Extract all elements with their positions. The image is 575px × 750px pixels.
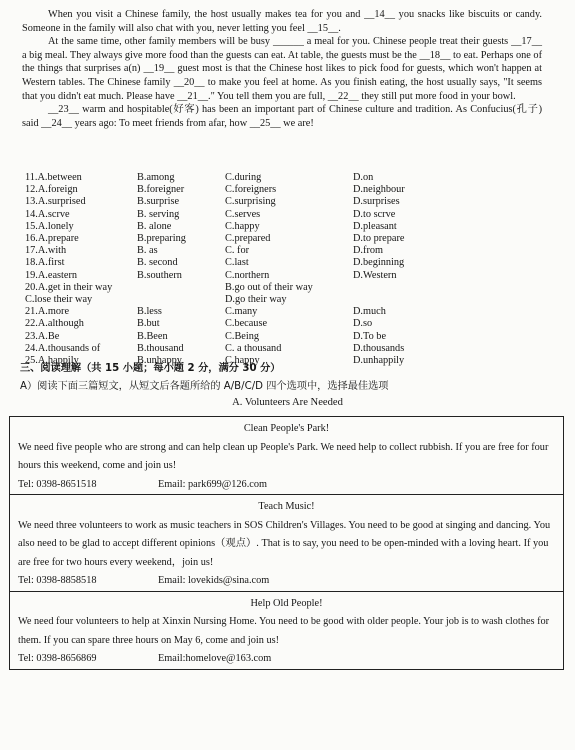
ad-title: Clean People's Park! (243, 423, 330, 434)
section-title: 三、阅读理解（共 15 小题；每小题 2 分，满分 30 分） (20, 363, 281, 374)
cloze-passage (22, 8, 542, 130)
ad-body: We need five people who are strong and can help clean up People's Park. We need help to collect rubbish. If you are free for four hours this weekend, come and join us! (18, 441, 549, 471)
option-row (25, 331, 525, 343)
option-row (25, 196, 525, 208)
option-choice: 25.A.happily (25, 355, 79, 367)
option-choice: D.from (353, 245, 384, 257)
option-choice: D.surprises (353, 196, 400, 208)
option-choice: C.foreigners (225, 184, 277, 196)
option-choice: B.southern (137, 269, 182, 281)
ad-contact (18, 476, 555, 495)
option-choice: D.unhappily (353, 355, 405, 367)
passage-paragraph-1: When you visit a Chinese family, the host usually makes tea for you and __14__ you snacks like biscuits or candy. Someone in the family will also chat with you, never letting you feel __15__. (22, 9, 542, 34)
option-choice: B.Been (137, 330, 168, 342)
ad-tel: Tel: 0398-8656869 (18, 653, 97, 664)
option-row (25, 172, 525, 184)
option-choice: 19.A.eastern (25, 269, 78, 281)
option-choice: 14.A.scrve (25, 208, 70, 220)
option-choice: B.preparing (137, 233, 186, 245)
option-choice: B.foreigner (137, 184, 185, 196)
cloze-options (25, 172, 525, 367)
option-row (25, 209, 525, 221)
ad-email: Email:homelove@163.com (158, 653, 272, 664)
option-choice: B.go out of their way (225, 281, 313, 293)
option-choice: B.surprise (137, 196, 180, 208)
ad-contact (18, 650, 555, 669)
option-choice: B.unhappy (137, 355, 182, 367)
option-choice: C.during (225, 172, 262, 183)
ad-email: Email: lovekids@sina.com (158, 575, 270, 586)
option-choice: B. serving (137, 208, 180, 220)
option-row (25, 282, 525, 294)
ad-help-old-people (10, 591, 563, 669)
option-choice: C.many (225, 306, 258, 318)
option-choice: D.beginning (353, 257, 405, 269)
option-choice: C.serves (225, 208, 261, 220)
option-choice: D.To be (353, 330, 387, 342)
option-choice: D.to prepare (353, 233, 405, 245)
option-choice: D.thousands (353, 342, 405, 354)
option-choice: D.pleasant (353, 220, 397, 232)
option-choice (353, 282, 463, 294)
option-choice: 20.A.get in their way (25, 281, 113, 293)
option-choice: C. for (225, 245, 250, 257)
option-choice: D.go their way (225, 294, 287, 306)
option-choice: C.northern (225, 269, 270, 281)
option-choice (353, 294, 463, 306)
option-choice: 11.A.between (25, 172, 82, 183)
option-row (25, 245, 525, 257)
passage-paragraph-2: At the same time, other family members will be busy ______ a meal for you. Chinese people treat their guests __17__ a big meal. They always give more food than the guests can eat. At table, the guests must be the __18__ to eat. Perhaps one of the things that surprises a(n) __19__ guest most is that the Chinese host likes to pick food for guests, which won't happen at Western tables. The Chinese family __20__ to make you feel at home. As you finish eating, the host usually says, "It seems that you didn't eat much. Please have __21__." You tell them you are full, __22__ they still put more food in your bowl. (22, 36, 542, 102)
volunteer-ads (9, 416, 564, 670)
option-row (25, 306, 525, 318)
option-choice: C.because (225, 318, 268, 330)
option-choice: C.happy (225, 355, 260, 367)
option-row (25, 233, 525, 245)
option-row (25, 343, 525, 355)
option-choice: B.less (137, 306, 162, 318)
option-choice: 22.A.although (25, 318, 84, 330)
option-choice (137, 282, 225, 294)
option-choice: 12.A.foreign (25, 184, 78, 196)
option-choice: C. a thousand (225, 342, 282, 354)
ad-email: Email: park699@126.com (158, 478, 267, 490)
option-choice: C.lose their way (25, 294, 93, 306)
option-choice: C.prepared (225, 233, 271, 245)
option-choice: C.last (225, 257, 249, 269)
ad-tel: Tel: 0398-8651518 (18, 478, 97, 490)
option-choice: B.but (137, 318, 160, 330)
ad-teach-music (10, 494, 563, 591)
option-choice: D.on (353, 172, 374, 183)
option-choice: B.thousand (137, 342, 184, 354)
option-choice (137, 294, 225, 306)
ad-title: Teach Music! (258, 501, 315, 512)
option-choice: D.neighbour (353, 184, 405, 196)
option-choice: D.so (353, 318, 373, 330)
article-title: A. Volunteers Are Needed (232, 397, 343, 408)
option-choice: 18.A.first (25, 257, 65, 269)
option-choice: 13.A.surprised (25, 196, 86, 208)
ad-body: We need four volunteers to help at Xinxin Nursing Home. You need to be good with older people. Your job is to wash clothes for them. If you can spare three hours on May 6, come and join us! (18, 616, 550, 646)
ad-clean-park (10, 417, 563, 494)
option-row (25, 318, 525, 330)
option-choice: 16.A.prepare (25, 233, 79, 245)
ad-title: Help Old People! (250, 597, 323, 609)
ad-tel: Tel: 0398-8858518 (18, 575, 97, 586)
option-row (25, 184, 525, 196)
option-choice: D.Western (353, 269, 397, 281)
ad-contact (18, 572, 555, 591)
option-choice: D.to scrve (353, 208, 396, 220)
option-choice: B. second (137, 257, 178, 269)
option-choice: C.happy (225, 220, 260, 232)
option-choice: C.Being (225, 330, 260, 342)
option-row (25, 294, 525, 306)
option-choice: B. alone (137, 220, 172, 232)
option-row (25, 257, 525, 269)
option-choice: D.much (353, 306, 386, 318)
option-choice: 24.A.thousands of (25, 342, 101, 354)
option-choice: C.surprising (225, 196, 276, 208)
option-choice: 21.A.more (25, 306, 70, 318)
option-row (25, 221, 525, 233)
section-instruction: A）阅读下面三篇短文，从短文后各题所给的 A/B/C/D 四个选项中，选择最佳选项 (20, 381, 389, 392)
passage-paragraph-3: __23__ warm and hospitable(好客) has been an important part of Chinese culture and tradition. As Confucius(孔子) said __24__ years ago: To meet friends from afar, how __25__ we are! (22, 104, 542, 129)
option-choice: B.among (137, 172, 175, 183)
option-choice: 17.A.with (25, 245, 67, 257)
option-choice: B. as (137, 245, 158, 257)
option-choice: 23.A.Be (25, 330, 60, 342)
option-row (25, 270, 525, 282)
option-choice: 15.A.lonely (25, 220, 74, 232)
ad-body: We need three volunteers to work as music teachers in SOS Children's Villages. You need to be good at singing and dancing. You also need to be glad to accept different opinions（观点）. That is to say, you need to be open-minded with a loving heart. If you are free for two hours every weekend，join us! (18, 519, 551, 568)
